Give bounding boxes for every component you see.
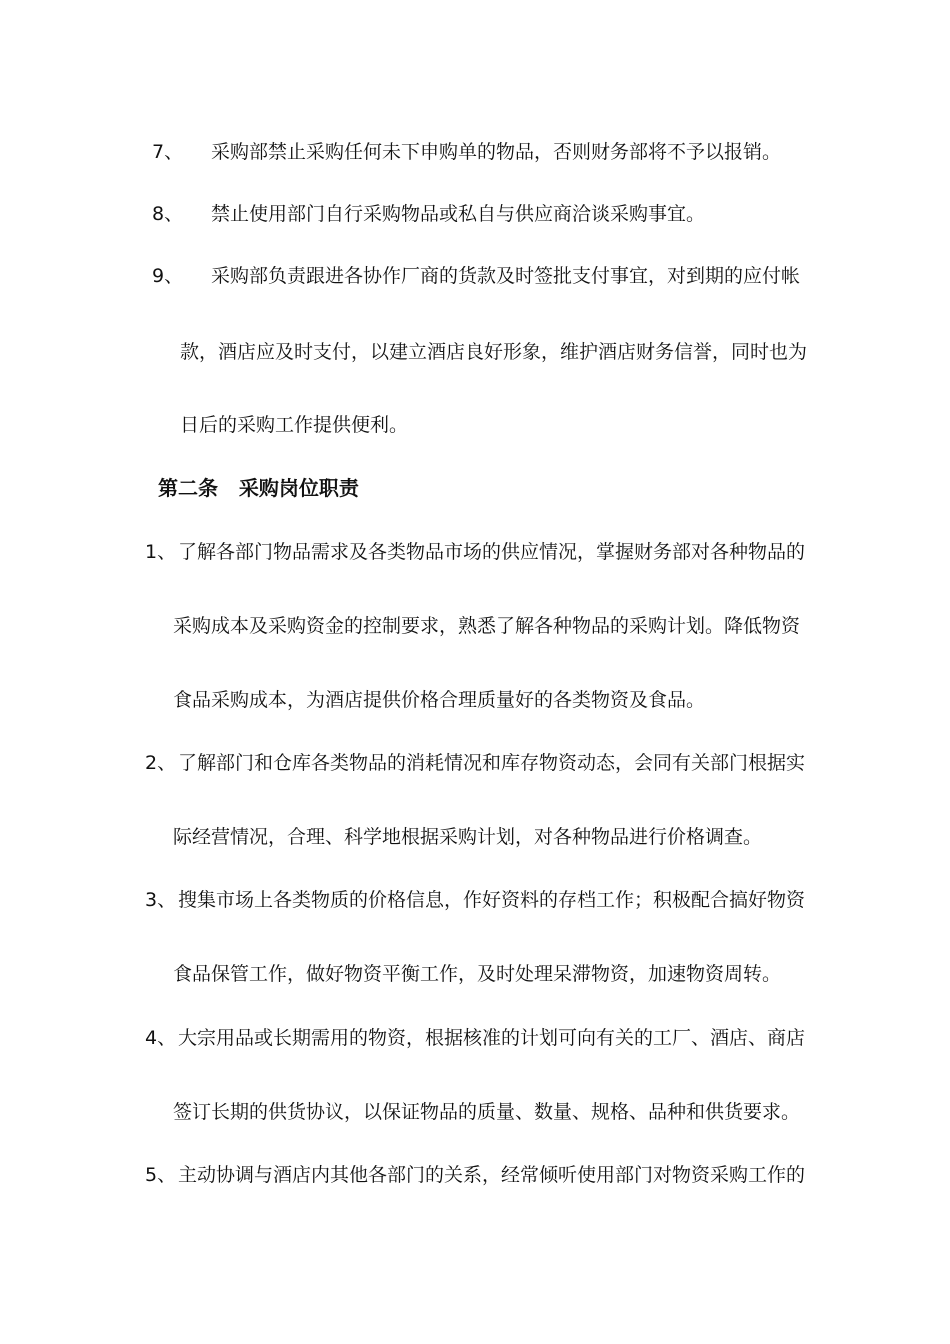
section-title: 第二条 采购岗位职责 xyxy=(158,476,359,500)
duty-line: 签订长期的供货协议，以保证物品的质量、数量、规格、品种和供货要求。 xyxy=(173,1101,801,1123)
duty-line: 主动协调与酒店内其他各部门的关系，经常倾听使用部门对物资采购工作的 xyxy=(178,1164,806,1186)
duty-line: 采购成本及采购资金的控制要求，熟悉了解各种物品的采购计划。降低物资 xyxy=(173,615,801,637)
duty-number: 1、 xyxy=(145,541,177,563)
duty-line: 了解部门和仓库各类物品的消耗情况和库存物资动态，会同有关部门根据实 xyxy=(178,752,806,774)
duty-line: 搜集市场上各类物质的价格信息，作好资料的存档工作；积极配合搞好物资 xyxy=(178,889,806,911)
rule-line: 采购部禁止采购任何未下申购单的物品，否则财务部将不予以报销。 xyxy=(211,141,782,163)
rule-line: 日后的采购工作提供便利。 xyxy=(180,414,409,436)
duty-line: 了解各部门物品需求及各类物品市场的供应情况，掌握财务部对各种物品的 xyxy=(178,541,806,563)
duty-line: 大宗用品或长期需用的物资，根据核准的计划可向有关的工厂、酒店、商店 xyxy=(178,1027,806,1049)
rule-line: 款，酒店应及时支付，以建立酒店良好形象，维护酒店财务信誉，同时也为 xyxy=(180,341,808,363)
duty-number: 4、 xyxy=(145,1027,177,1049)
duty-line: 际经营情况，合理、科学地根据采购计划，对各种物品进行价格调查。 xyxy=(173,826,763,848)
rule-number: 8、 xyxy=(152,203,184,225)
rule-number: 7、 xyxy=(152,141,184,163)
duty-line: 食品保管工作，做好物资平衡工作，及时处理呆滞物资，加速物资周转。 xyxy=(173,963,782,985)
duty-number: 2、 xyxy=(145,752,177,774)
rule-line: 采购部负责跟进各协作厂商的货款及时签批支付事宜，对到期的应付帐 xyxy=(211,265,801,287)
duty-number: 5、 xyxy=(145,1164,177,1186)
rule-line: 禁止使用部门自行采购物品或私自与供应商洽谈采购事宜。 xyxy=(211,203,706,225)
rule-number: 9、 xyxy=(152,265,184,287)
duty-number: 3、 xyxy=(145,889,177,911)
duty-line: 食品采购成本，为酒店提供价格合理质量好的各类物资及食品。 xyxy=(173,689,706,711)
